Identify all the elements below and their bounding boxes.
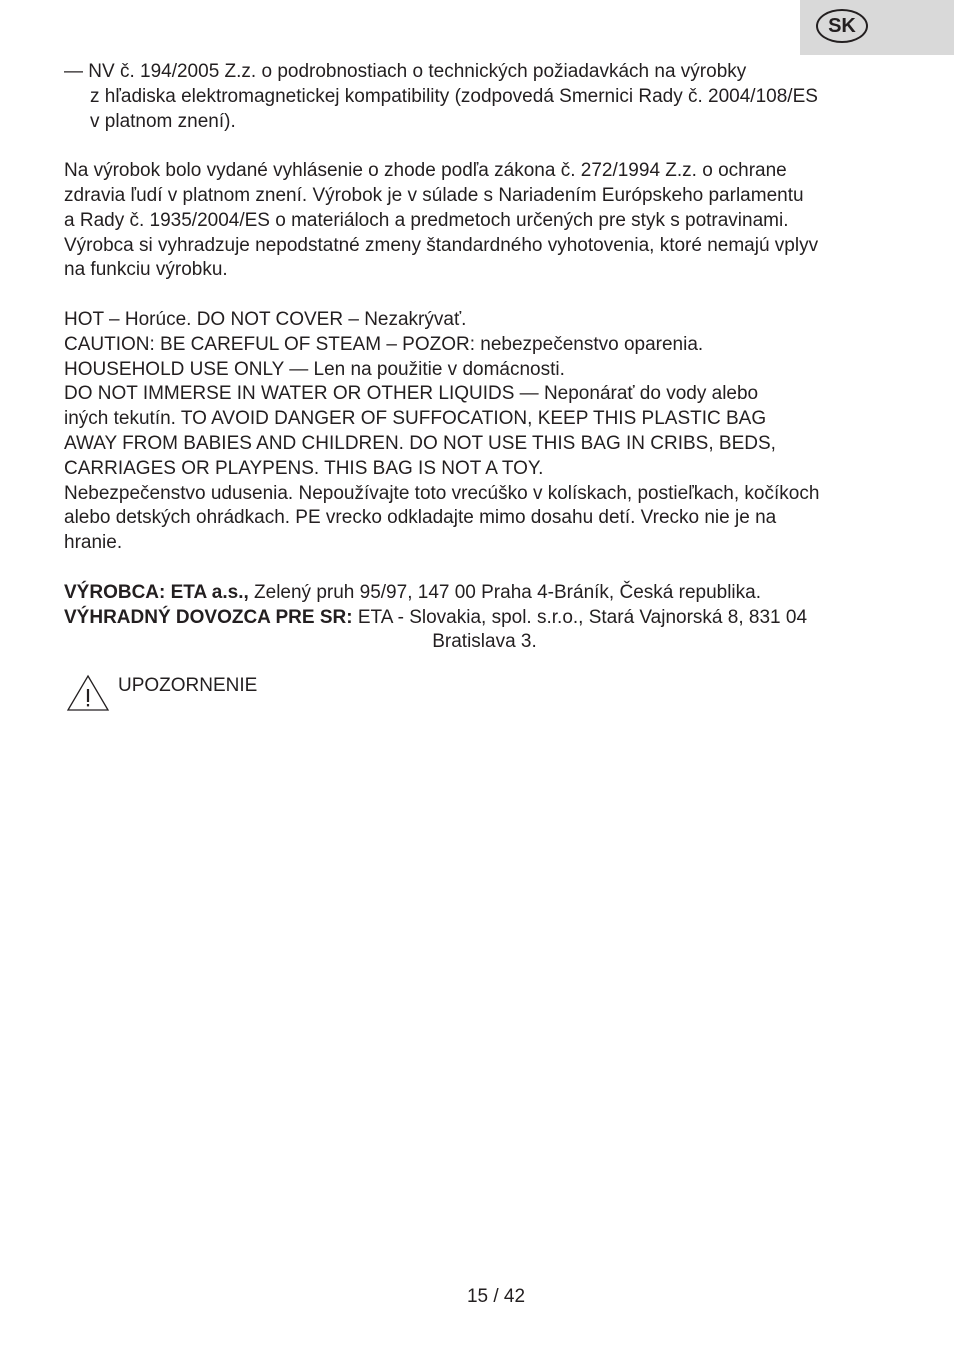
manufacturer-line xyxy=(64,581,894,606)
warning-line: iných tekutín. TO AVOID DANGER OF SUFFOCATION, KEEP THIS PLASTIC BAG xyxy=(64,408,767,430)
importer-address: ETA - Slovakia, spol. s.r.o., Stará Vajnorská 8, 831 04 xyxy=(352,606,808,628)
declaration-line: Na výrobok bolo vydané vyhlásenie o zhode podľa zákona č. 272/1994 Z.z. o ochrane xyxy=(64,160,787,182)
importer-city: Bratislava 3. xyxy=(432,631,537,653)
warning-line: CARRIAGES OR PLAYPENS. THIS BAG IS NOT A TOY. xyxy=(64,457,544,479)
warning-line: Nebezpečenstvo udusenia. Nepoužívajte toto vrecúško v kolískach, postieľkach, kočíkoch xyxy=(64,482,820,504)
warnings-paragraph xyxy=(64,308,894,556)
declaration-line: na funkciu výrobku. xyxy=(64,259,228,281)
page-number: 15 / 42 xyxy=(466,1286,526,1307)
regulation-paragraph xyxy=(64,60,894,134)
warning-line: hranie. xyxy=(64,532,123,554)
warning-triangle-icon xyxy=(66,674,110,712)
declaration-line: a Rady č. 1935/2004/ES o materiáloch a predmetoch určených pre styk s potravinami. xyxy=(64,209,789,231)
warning-line: HOT – Horúce. DO NOT COVER – Nezakrývať. xyxy=(64,308,467,330)
caution-notice xyxy=(66,674,257,712)
regulation-line: v platnom znení). xyxy=(90,110,236,132)
page-content xyxy=(64,60,894,655)
warning-line: AWAY FROM BABIES AND CHILDREN. DO NOT USE THIS BAG IN CRIBS, BEDS, xyxy=(64,432,776,454)
regulation-line: z hľadiska elektromagnetickej kompatibility (zodpovedá Smernici Rady č. 2004/108/ES xyxy=(90,85,818,107)
manufacturer-label: VÝROBCA: ETA a.s., xyxy=(64,581,249,603)
importer-label: VÝHRADNÝ DOVOZCA PRE SR: xyxy=(64,606,353,628)
manufacturer-address: Zelený pruh 95/97, 147 00 Praha 4-Bráník, Česká republika. xyxy=(248,581,761,603)
declaration-line: Výrobca si vyhradzuje nepodstatné zmeny štandardného vyhotovenia, ktoré nemajú vplyv xyxy=(64,234,819,256)
language-badge: SK xyxy=(816,9,868,43)
declaration-line: zdravia ľudí v platnom znení. Výrobok je v súlade s Nariadením Európskeho parlamentu xyxy=(64,184,804,206)
language-tab xyxy=(800,0,954,55)
warning-line: DO NOT IMMERSE IN WATER OR OTHER LIQUIDS — Neponárať do vody alebo xyxy=(64,383,759,405)
warning-line: HOUSEHOLD USE ONLY — Len na použitie v domácnosti. xyxy=(64,358,565,380)
caution-label: UPOZORNENIE xyxy=(118,675,258,696)
declaration-paragraph xyxy=(64,159,894,283)
warning-line: alebo detských ohrádkach. PE vrecko odkladajte mimo dosahu detí. Vrecko nie je na xyxy=(64,507,777,529)
importer-line xyxy=(64,606,894,631)
regulation-line: — NV č. 194/2005 Z.z. o podrobnostiach o technických požiadavkách na výrobky xyxy=(64,61,747,82)
warning-line: CAUTION: BE CAREFUL OF STEAM – POZOR: nebezpečenstvo oparenia. xyxy=(64,333,704,355)
